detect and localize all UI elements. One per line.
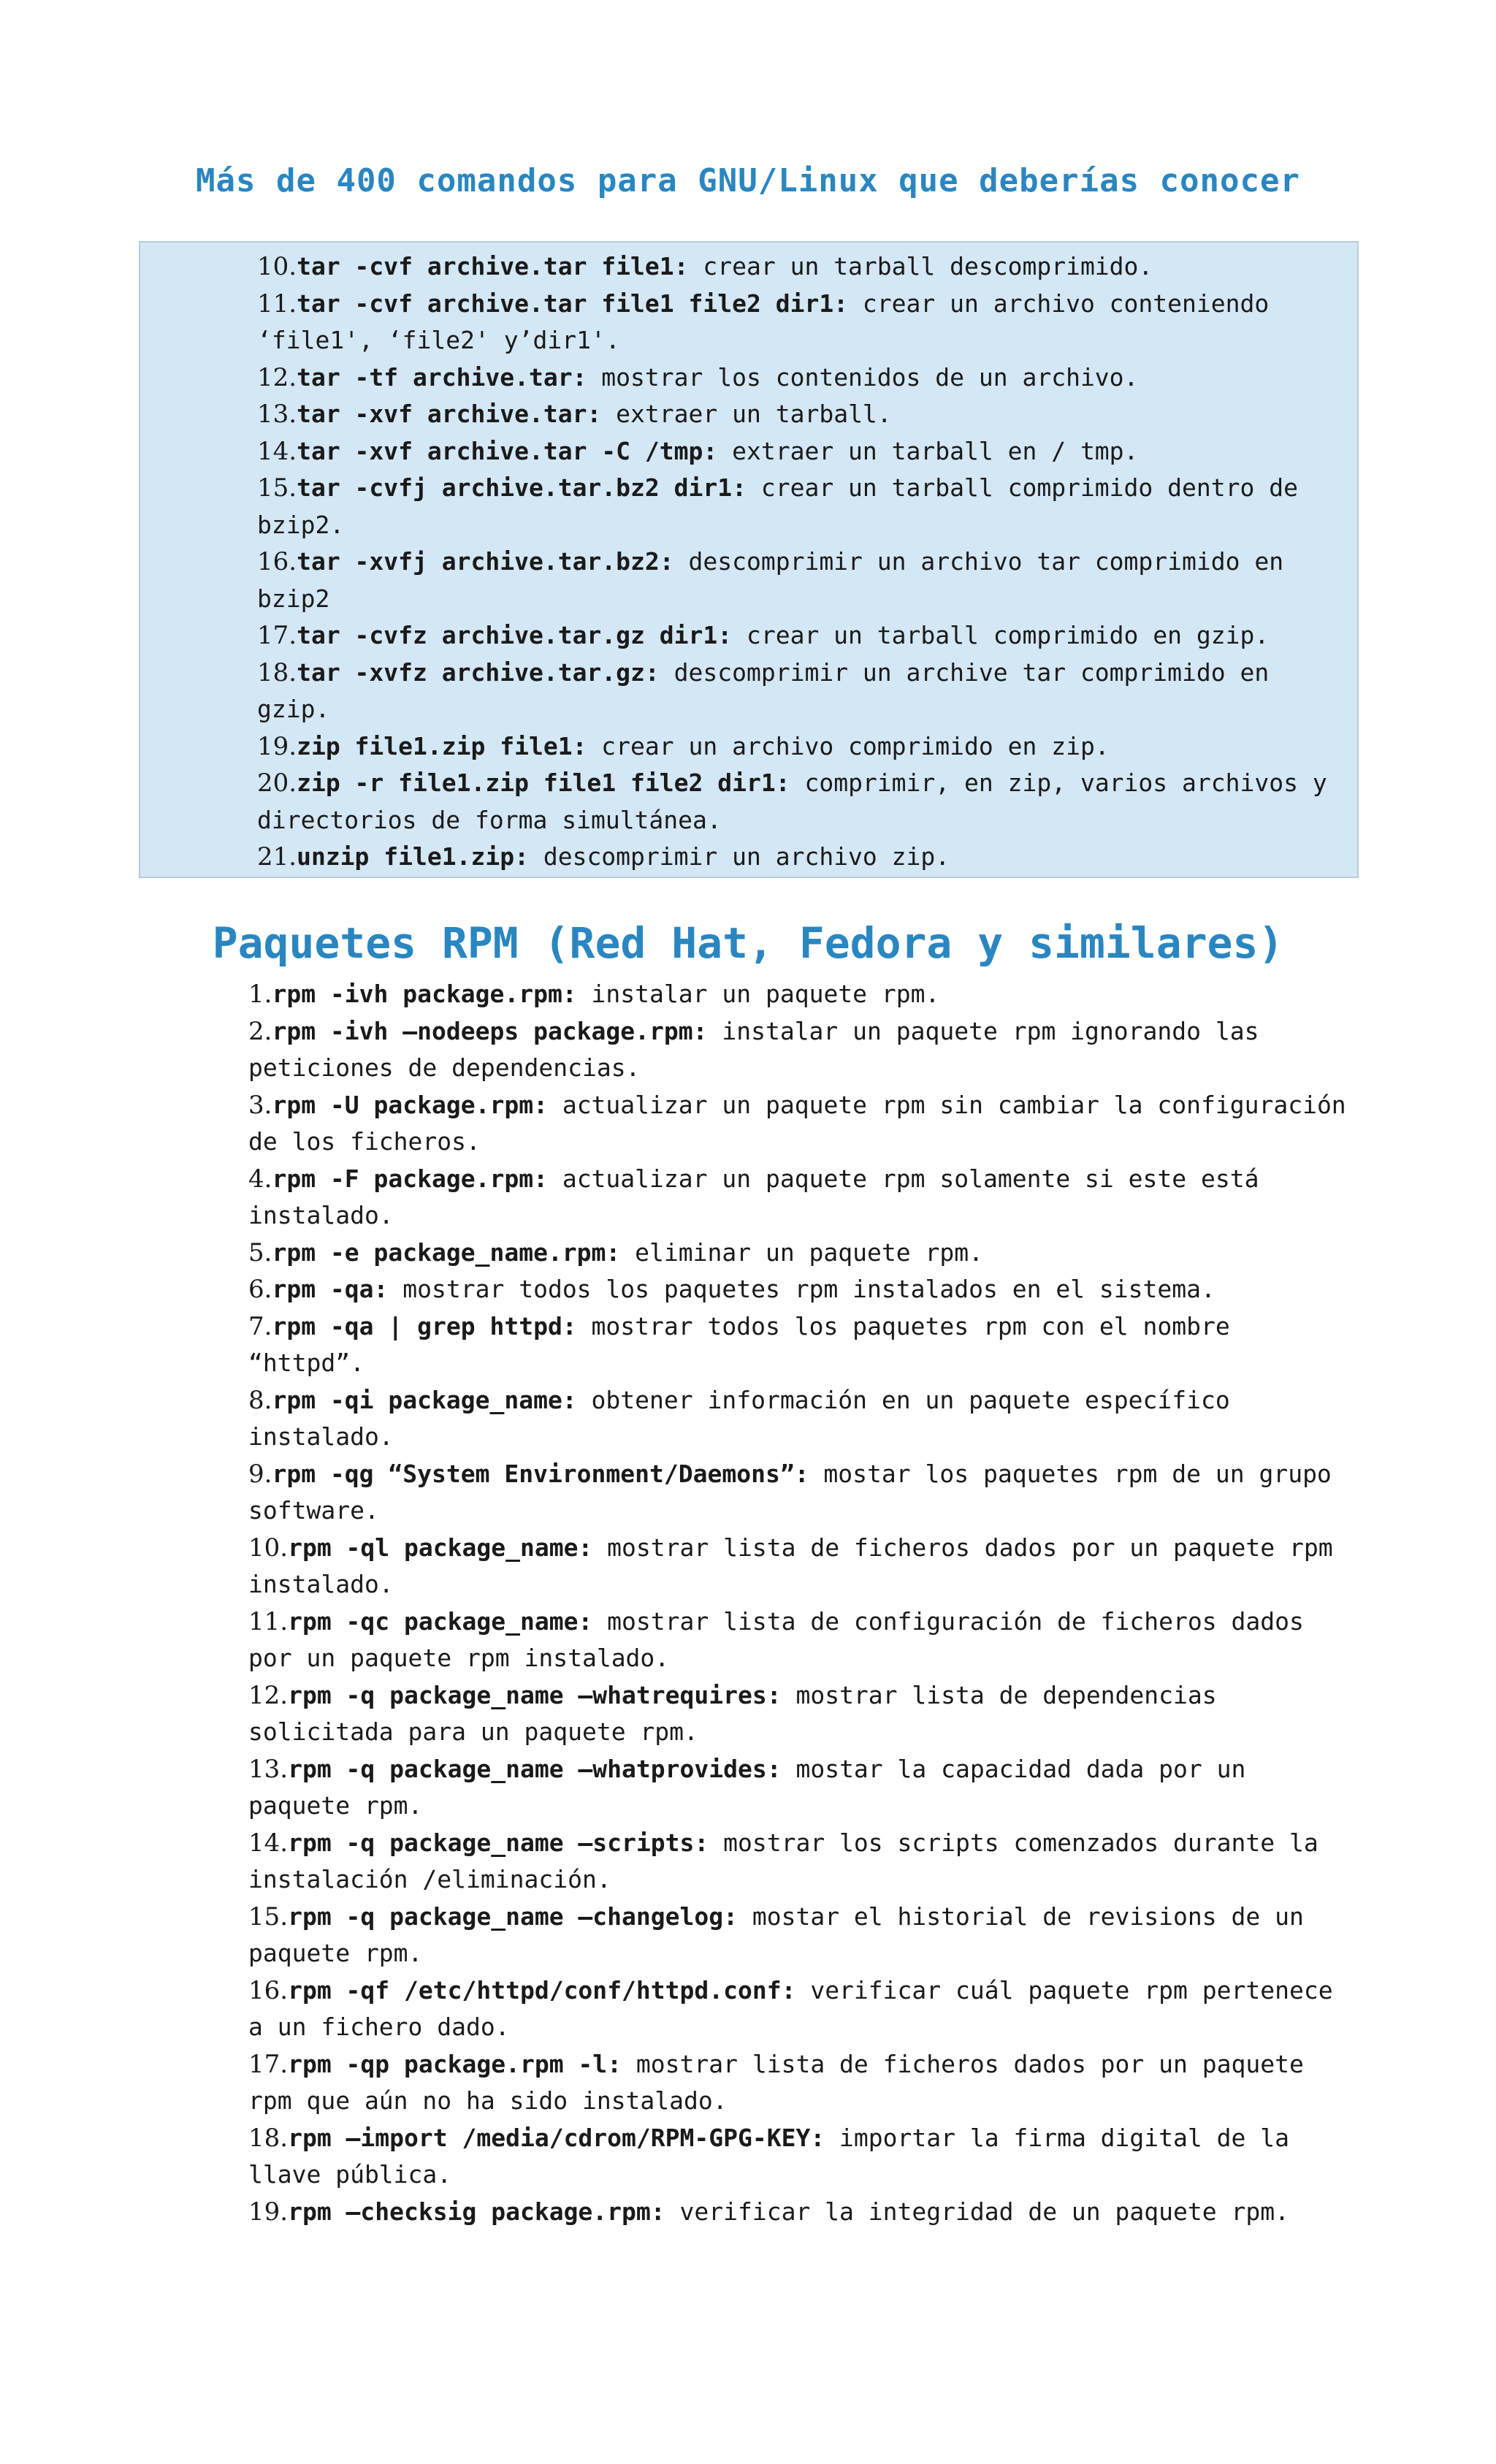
item-number: 2.: [248, 1016, 272, 1046]
tar-command-item: [257, 765, 1353, 839]
command-description: mostrar todos los paquetes rpm con el nombre “httpd”.: [248, 1311, 1230, 1377]
command-text: tar -cvf archive.tar file1 file2 dir1:: [297, 289, 849, 318]
command-description: importar la firma digital de la llave pública.: [248, 2123, 1289, 2189]
item-number: 18.: [257, 657, 297, 687]
command-description: descomprimir un archivo zip.: [528, 842, 950, 871]
command-description: actualizar un paquete rpm solamente si este está instalado.: [248, 1164, 1259, 1229]
item-number: 20.: [257, 768, 297, 798]
tar-command-item: [257, 655, 1353, 728]
command-description: mostrar lista de ficheros dados por un paquete rpm instalado.: [248, 1533, 1333, 1598]
command-text: tar -cvfj archive.tar.bz2 dir1:: [297, 473, 747, 502]
command-text: unzip file1.zip:: [297, 842, 529, 871]
command-text: rpm -U package.rpm:: [272, 1090, 548, 1119]
rpm-command-item: [248, 1456, 1359, 1530]
command-text: rpm -qf /etc/httpd/conf/httpd.conf:: [288, 1975, 796, 2005]
tar-command-item: [257, 839, 1353, 876]
item-number: 21.: [257, 842, 297, 871]
item-number: 7.: [248, 1311, 272, 1341]
command-description: mostrar lista de ficheros dados por un paquete rpm que aún no ha sido instalado.: [248, 2049, 1304, 2115]
tar-command-item: [257, 359, 1353, 397]
command-description: descomprimir un archivo tar comprimido en bzip2: [257, 547, 1284, 613]
tar-command-item: [257, 286, 1353, 359]
command-text: rpm -qp package.rpm -l:: [288, 2049, 622, 2078]
command-description: crear un tarball comprimido dentro de bzip2.: [257, 473, 1298, 539]
rpm-command-item: [248, 1308, 1359, 1382]
command-description: instalar un paquete rpm ignorando las peticiones de dependencias.: [248, 1016, 1259, 1082]
command-description: crear un tarball descomprimido.: [688, 252, 1153, 281]
tar-command-item: [257, 728, 1353, 766]
rpm-command-item: [248, 1271, 1359, 1308]
command-description: instalar un paquete rpm.: [576, 980, 940, 1008]
item-number: 4.: [248, 1164, 272, 1194]
rpm-command-item: [248, 1235, 1359, 1272]
rpm-command-item: [248, 1972, 1359, 2046]
item-number: 15.: [248, 1902, 289, 1931]
item-number: 1.: [248, 980, 272, 1009]
item-number: 12.: [257, 362, 297, 392]
command-text: tar -xvf archive.tar:: [297, 400, 602, 428]
command-text: rpm -ivh –nodeeps package.rpm:: [272, 1016, 708, 1045]
item-number: 3.: [248, 1090, 272, 1120]
item-number: 12.: [248, 1680, 289, 1710]
command-description: extraer un tarball.: [601, 400, 892, 428]
tar-command-item: [257, 543, 1353, 617]
command-text: zip file1.zip file1:: [297, 731, 587, 760]
command-text: rpm -qa:: [272, 1275, 389, 1303]
command-description: mostrar los contenidos de un archivo.: [587, 362, 1139, 392]
tar-command-item: [257, 248, 1353, 286]
rpm-command-item: [248, 1013, 1359, 1087]
command-description: actualizar un paquete rpm sin cambiar la configuración de los ficheros.: [248, 1090, 1346, 1156]
command-text: rpm -q package_name –whatprovides:: [288, 1754, 782, 1783]
command-text: rpm -qa | grep httpd:: [272, 1311, 577, 1340]
item-number: 8.: [248, 1385, 272, 1415]
item-number: 14.: [248, 1828, 289, 1858]
command-description: extraer un tarball en / tmp.: [717, 436, 1139, 465]
tar-command-item: [257, 396, 1353, 433]
command-description: crear un archivo conteniendo ‘file1', ‘file2' y’dir1'.: [257, 289, 1270, 354]
rpm-command-item: [248, 1161, 1359, 1235]
command-text: rpm –import /media/cdrom/RPM-GPG-KEY:: [288, 2123, 825, 2152]
command-text: rpm -qi package_name:: [272, 1385, 577, 1414]
command-description: eliminar un paquete rpm.: [620, 1237, 983, 1267]
command-description: comprimir, en zip, varios archivos y directorios de forma simultánea.: [257, 768, 1327, 834]
item-number: 5.: [248, 1237, 272, 1267]
command-description: crear un tarball comprimido en gzip.: [732, 621, 1270, 649]
command-text: rpm –checksig package.rpm:: [288, 2197, 665, 2226]
item-number: 19.: [257, 731, 297, 761]
tar-commands-list: [257, 248, 1353, 876]
command-text: rpm -q package_name –whatrequires:: [288, 1680, 782, 1709]
command-text: tar -xvfj archive.tar.bz2:: [297, 547, 674, 576]
command-description: mostar los paquetes rpm de un grupo software.: [248, 1459, 1332, 1525]
command-text: rpm -q package_name –scripts:: [288, 1828, 709, 1857]
command-text: tar -xvf archive.tar -C /tmp:: [297, 436, 718, 465]
rpm-command-item: [248, 1603, 1359, 1677]
command-description: crear un archivo comprimido en zip.: [587, 731, 1110, 760]
rpm-command-item: [248, 1751, 1359, 1825]
rpm-section-title: Paquetes RPM (Red Hat, Fedora y similares): [212, 918, 1284, 968]
command-text: tar -cvfz archive.tar.gz dir1:: [297, 621, 733, 649]
item-number: 16.: [257, 547, 297, 576]
command-text: rpm -ivh package.rpm:: [272, 980, 577, 1008]
rpm-command-item: [248, 1677, 1359, 1751]
command-text: rpm -qg “System Environment/Daemons”:: [272, 1459, 809, 1488]
item-number: 17.: [248, 2049, 289, 2079]
item-number: 6.: [248, 1275, 272, 1304]
rpm-command-item: [248, 1087, 1359, 1161]
item-number: 18.: [248, 2123, 289, 2153]
page-title: Más de 400 comandos para GNU/Linux que deberías conocer: [196, 162, 1300, 199]
rpm-command-item: [248, 976, 1359, 1013]
tar-command-item: [257, 470, 1353, 543]
item-number: 17.: [257, 621, 297, 650]
item-number: 13.: [248, 1754, 289, 1784]
rpm-command-item: [248, 2194, 1359, 2231]
command-text: tar -cvf archive.tar file1:: [297, 252, 689, 281]
item-number: 10.: [248, 1533, 289, 1563]
command-text: tar -tf archive.tar:: [297, 362, 587, 392]
item-number: 10.: [257, 252, 297, 281]
item-number: 9.: [248, 1459, 272, 1489]
command-description: obtener información en un paquete específico instalado.: [248, 1385, 1230, 1451]
command-description: descomprimir un archive tar comprimido en gzip.: [257, 657, 1270, 723]
command-text: rpm -F package.rpm:: [272, 1164, 548, 1193]
item-number: 19.: [248, 2197, 289, 2227]
command-description: mostrar lista de dependencias solicitada para un paquete rpm.: [248, 1680, 1217, 1746]
command-text: rpm -qc package_name:: [288, 1606, 593, 1636]
item-number: 14.: [257, 436, 297, 466]
rpm-command-item: [248, 2046, 1359, 2120]
command-description: mostrar lista de configuración de ficheros dados por un paquete rpm instalado.: [248, 1606, 1304, 1672]
command-description: verificar la integridad de un paquete rpm.: [665, 2197, 1289, 2226]
item-number: 11.: [248, 1606, 289, 1636]
item-number: 13.: [257, 400, 297, 429]
rpm-command-item: [248, 1825, 1359, 1899]
command-text: zip -r file1.zip file1 file2 dir1:: [297, 768, 790, 797]
rpm-command-item: [248, 1382, 1359, 1456]
tar-command-item: [257, 433, 1353, 470]
rpm-command-item: [248, 1530, 1359, 1603]
command-description: verificar cuál paquete rpm pertenece a un fichero dado.: [248, 1975, 1333, 2041]
item-number: 11.: [257, 289, 297, 319]
item-number: 15.: [257, 473, 297, 503]
command-description: mostrar todos los paquetes rpm instalados en el sistema.: [388, 1275, 1216, 1303]
rpm-command-item: [248, 2120, 1359, 2194]
command-description: mostrar los scripts comenzados durante la instalación /eliminación.: [248, 1828, 1318, 1893]
rpm-command-item: [248, 1899, 1359, 1972]
command-text: rpm -e package_name.rpm:: [272, 1237, 621, 1267]
command-text: rpm -ql package_name:: [288, 1533, 593, 1562]
command-description: mostar la capacidad dada por un paquete rpm.: [248, 1754, 1246, 1820]
tar-command-item: [257, 617, 1353, 655]
item-number: 16.: [248, 1975, 289, 2005]
rpm-commands-list: [248, 976, 1359, 2230]
command-text: rpm -q package_name –changelog:: [288, 1902, 738, 1931]
command-text: tar -xvfz archive.tar.gz:: [297, 657, 660, 687]
command-description: mostar el historial de revisions de un paquete rpm.: [248, 1902, 1304, 1967]
